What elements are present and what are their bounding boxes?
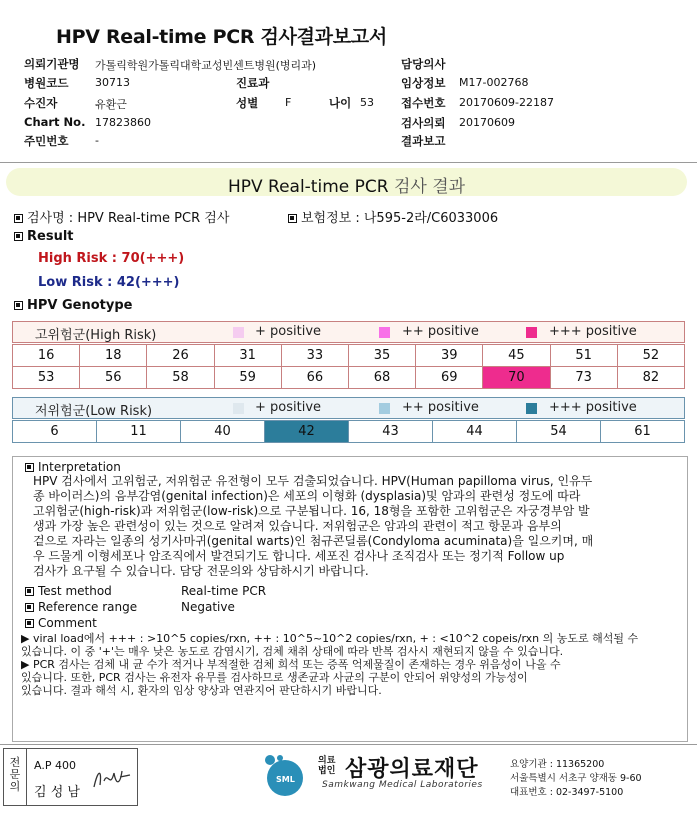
interpretation-line: 검사가 요구될 수 있습니다. 담당 전문의와 상담하시기 바랍니다. — [33, 564, 369, 578]
genotype-cell: 31 — [214, 345, 281, 367]
receipt-no-label: 접수번호 — [401, 96, 446, 110]
bullet-square-icon — [14, 214, 23, 223]
institution-value: 가톨릭학원가톨릭대학교성빈센트병원(병리과) — [95, 59, 317, 72]
interpretation-line: HPV 검사에서 고위험군, 저위험군 유전형이 모두 검출되었습니다. HPV(Human papilloma virus, 인유두 — [33, 474, 593, 488]
test-method-value: Real-time PCR — [181, 584, 267, 598]
age-label: 나이 — [329, 96, 352, 110]
interpretation-line: 우 드물게 이형세포나 암조직에서 발견되기도 합니다. 세포진 검사나 조직검사 또는 정기적 Follow up — [33, 549, 565, 563]
footer-divider — [0, 744, 697, 745]
legend-plus-swatch — [233, 327, 244, 338]
reference-range-label: Reference range — [38, 600, 138, 614]
patient-label: 수진자 — [24, 96, 58, 110]
hospital-code-value: 30713 — [95, 76, 130, 89]
institution-number: 요양기관 : 11365200 — [510, 759, 605, 770]
genotype-cell: 66 — [281, 367, 348, 389]
doctor-label: 담당의사 — [401, 57, 446, 71]
interpretation-header: Interpretation — [38, 460, 121, 474]
genotype-cell: 59 — [214, 367, 281, 389]
address: 서울특별시 서초구 양재동 9-60 — [510, 773, 642, 784]
genotype-cell: 42 — [265, 421, 349, 443]
interpretation-line: 겉으로 자라는 일종의 성기사마귀(genital warts)인 첨규콘딜롬(Condyloma acuminata)을 일으키며, 매 — [33, 534, 594, 548]
department-label: 진료과 — [236, 76, 270, 90]
reference-range-value: Negative — [181, 600, 235, 614]
bullet-square-icon — [25, 603, 34, 612]
legend-plus-label: + positive — [255, 324, 322, 339]
clinical-info-value: M17-002768 — [459, 76, 529, 89]
bullet-square-icon — [14, 232, 23, 241]
sex-label: 성별 — [236, 96, 259, 110]
interpretation-line: 종 바이러스)의 음부감염(genital infection)은 세포의 이형화 (dysplasia)및 암과의 관련성 정도에 따라 — [33, 489, 581, 503]
legend-plusplus-label: ++ positive — [402, 324, 479, 339]
high-risk-result: High Risk : 70(+++) — [38, 251, 185, 266]
brand-prefix-line2: 법인 — [318, 766, 336, 776]
genotype-cell: 6 — [13, 421, 97, 443]
high-risk-genotype-table — [12, 344, 685, 389]
genotype-cell: 35 — [348, 345, 415, 367]
low-risk-title: 저위험군(Low Risk) — [35, 404, 153, 419]
report-label: 결과보고 — [401, 134, 446, 148]
sex-value: F — [285, 96, 292, 109]
logo-text: SML — [276, 775, 295, 784]
hospital-code-label: 병원코드 — [24, 76, 69, 90]
bullet-square-icon — [25, 463, 34, 472]
header-divider — [0, 162, 697, 163]
genotype-cell: 70 — [483, 367, 550, 389]
genotype-cell: 51 — [550, 345, 617, 367]
interpretation-line: 고위험군(high-risk)과 저위험군(low-risk)으로 구분됩니다. 16, 18형을 포함한 고위험군은 자궁경부암 발 — [33, 504, 590, 518]
test-name-line — [14, 207, 229, 226]
genotype-cell: 73 — [550, 367, 617, 389]
comment-line: 있습니다. 결과 해석 시, 환자의 임상 양상과 연관지어 판단하시기 바랍니다. — [21, 684, 382, 697]
comment-label: Comment — [38, 616, 97, 630]
genotype-header: HPV Genotype — [27, 298, 133, 313]
ap-number: A.P 400 — [34, 759, 76, 772]
age-value: 53 — [360, 96, 374, 109]
bullet-square-icon — [25, 619, 34, 628]
high-risk-legend — [12, 321, 685, 343]
specialist-vertical-label: 전문의 — [9, 756, 21, 793]
request-value: 20170609 — [459, 116, 515, 129]
comment-line: 있습니다. 이 중 '+'는 매우 낮은 농도로 감염시기, 검체 채취 상태에 따라 반복 검사시 재현되지 않을 수 있습니다. — [21, 645, 564, 658]
bullet-square-icon — [25, 587, 34, 596]
genotype-cell: 54 — [517, 421, 601, 443]
institution-label: 의뢰기관명 — [24, 57, 80, 71]
resident-no-value: - — [95, 134, 99, 147]
genotype-cell: 52 — [617, 345, 684, 367]
low-risk-genotype-table — [12, 420, 685, 443]
low-risk-legend — [12, 397, 685, 419]
patient-value: 유환근 — [95, 98, 127, 111]
clinical-info-label: 임상정보 — [401, 76, 446, 90]
genotype-cell: 58 — [147, 367, 214, 389]
genotype-cell: 44 — [433, 421, 517, 443]
legend-plusplus-swatch — [379, 327, 390, 338]
genotype-cell: 61 — [601, 421, 685, 443]
logo-ornament — [262, 752, 288, 774]
brand-name: 삼광의료재단 — [345, 757, 479, 782]
brand-prefix-line1: 의료 — [318, 756, 336, 766]
divider — [26, 749, 27, 805]
specialist-box — [3, 748, 138, 806]
genotype-cell: 16 — [13, 345, 80, 367]
genotype-cell: 68 — [348, 367, 415, 389]
legend-plus-label: + positive — [255, 400, 322, 415]
interpretation-text — [33, 474, 683, 579]
genotype-cell: 40 — [181, 421, 265, 443]
bullet-square-icon — [14, 301, 23, 310]
legend-plusplusplus-swatch — [526, 327, 537, 338]
genotype-cell: 18 — [80, 345, 147, 367]
result-header-line — [14, 229, 74, 244]
comment-line: 있습니다. 또한, PCR 검사는 유전자 유무를 검사하므로 생존균과 사균의 구분이 안되어 위양성의 가능성이 — [21, 671, 528, 684]
signature-image — [90, 763, 134, 795]
specialist-name: 김 성 남 — [34, 785, 80, 800]
genotype-cell: 33 — [281, 345, 348, 367]
insurance-line — [288, 207, 498, 226]
legend-plusplus-label: ++ positive — [402, 400, 479, 415]
legend-plus-swatch — [233, 403, 244, 414]
genotype-cell: 56 — [80, 367, 147, 389]
request-label: 검사의뢰 — [401, 116, 446, 130]
brand-english-name: Samkwang Medical Laboratories — [322, 780, 483, 790]
genotype-cell: 11 — [97, 421, 181, 443]
report-title: HPV Real-time PCR 검사결과보고서 — [56, 26, 387, 48]
reference-range-line — [25, 600, 137, 615]
genotype-cell: 43 — [349, 421, 433, 443]
genotype-cell: 45 — [483, 345, 550, 367]
brand-prefix — [318, 756, 335, 776]
test-method-label: Test method — [38, 584, 112, 598]
phone-number: 대표번호 : 02-3497-5100 — [510, 787, 624, 798]
legend-plusplusplus-swatch — [526, 403, 537, 414]
table-row — [13, 421, 685, 443]
table-row — [13, 367, 685, 389]
genotype-cell: 26 — [147, 345, 214, 367]
legend-plusplusplus-label: +++ positive — [549, 400, 637, 415]
insurance-info: 보험정보 : 나595-2라/C6033006 — [301, 211, 499, 226]
result-header: Result — [27, 229, 74, 244]
comment-line: ▶ PCR 검사는 검체 내 균 수가 적거나 부적절한 검체 희석 또는 증폭 억제물질이 존재하는 경우 위음성이 나올 수 — [21, 658, 561, 671]
comment-line — [25, 616, 97, 631]
high-risk-title: 고위험군(High Risk) — [35, 328, 157, 343]
resident-no-label: 주민번호 — [24, 134, 69, 148]
genotype-cell: 69 — [416, 367, 483, 389]
genotype-cell: 82 — [617, 367, 684, 389]
table-row — [13, 345, 685, 367]
chart-no-label: Chart No. — [24, 115, 86, 129]
banner-subtitle: 검사 결과 — [393, 177, 466, 197]
legend-plusplus-swatch — [379, 403, 390, 414]
genotype-header-line — [14, 298, 132, 313]
interpretation-panel — [12, 456, 688, 742]
comment-text — [21, 632, 685, 697]
genotype-cell: 39 — [416, 345, 483, 367]
chart-no-value: 17823860 — [95, 116, 151, 129]
genotype-cell: 53 — [13, 367, 80, 389]
test-method-line — [25, 584, 112, 599]
interpretation-line: 생과 가장 높은 관련성이 있는 것으로 알려져 있습니다. 저위험군은 암과의 관련이 적고 항문과 음부의 — [33, 519, 562, 533]
comment-line: ▶ viral load에서 +++ : >10^5 copies/rxn, ++ : 10^5~10^2 copies/rxn, + : <10^2 copeis/rxn 의 농도로 해석될 수 — [21, 632, 639, 645]
legend-plusplusplus-label: +++ positive — [549, 324, 637, 339]
banner-title: HPV Real-time PCR — [227, 177, 394, 197]
bullet-square-icon — [288, 214, 297, 223]
test-name: 검사명 : HPV Real-time PCR 검사 — [27, 211, 230, 226]
receipt-no-value: 20170609-22187 — [459, 96, 554, 109]
result-banner — [6, 168, 687, 196]
interpretation-header-line — [25, 460, 121, 475]
low-risk-result: Low Risk : 42(+++) — [38, 275, 180, 290]
